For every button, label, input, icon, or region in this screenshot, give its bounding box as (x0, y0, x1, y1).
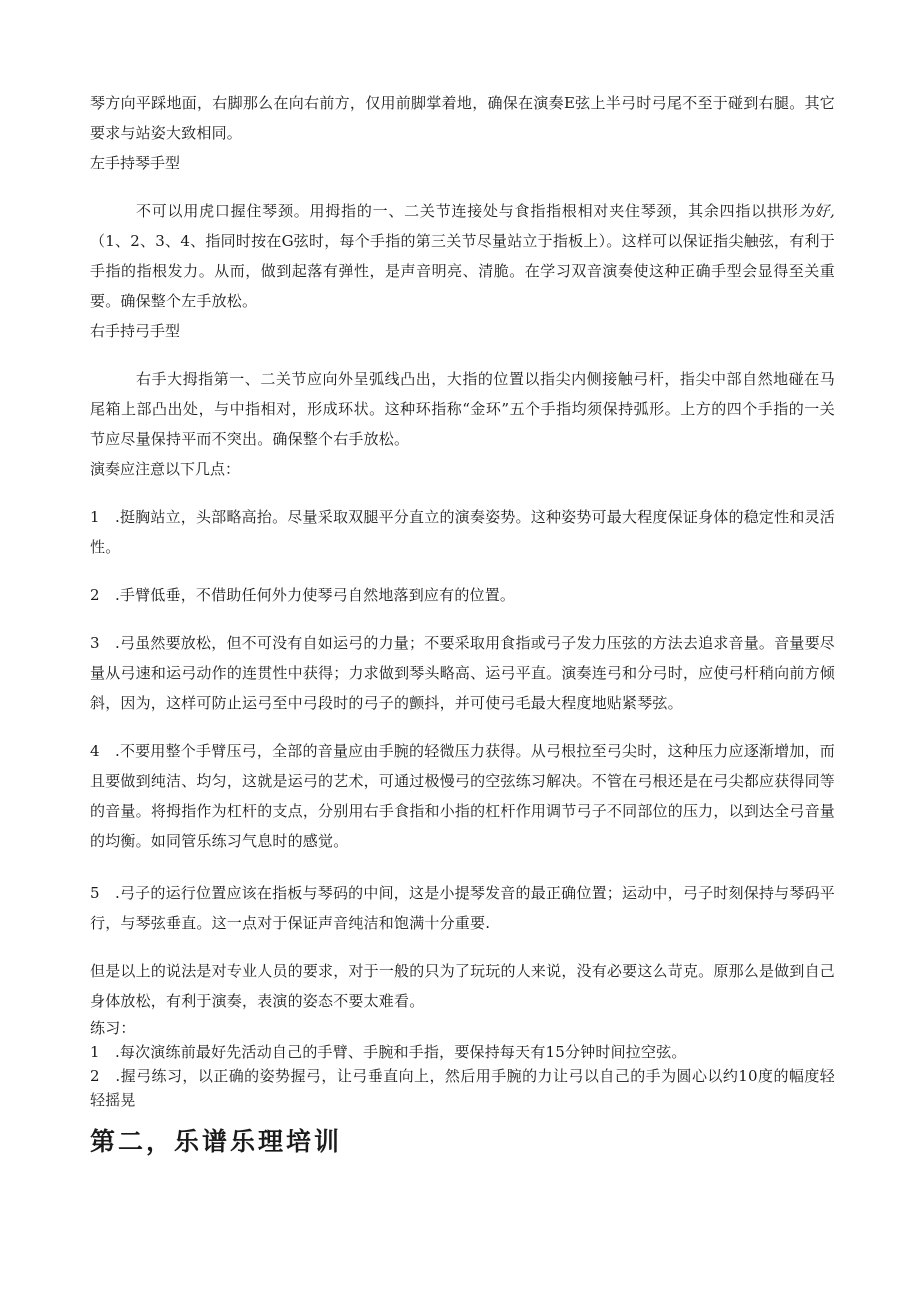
note-item-2: 2 .手臂低垂，不借助任何外力使琴弓自然地落到应有的位置。 (90, 586, 516, 604)
note-item-3: 3 .弓虽然要放松，但不可没有自如运弓的力量；不要采取用食指或弓子发力压弦的方法去追求音量。音量要尽量从弓速和运弓动作的连贯性中获得；力求做到琴头略高、运弓平直。演奏连弓和分弓时，应使弓杆稍向前方倾斜，因为，这样可防止运弓至中弓段时的弓子的颤抖，并可使弓毛最大程度地贴紧琴弦。 (90, 634, 835, 712)
note-item-1: 1 .挺胸站立，头部略高抬。尽量采取双腿平分直立的演奏姿势。这种姿势可最大程度保证身体的稳定性和灵活性。 (90, 508, 835, 556)
left-hand-paragraph (90, 196, 835, 316)
left-hand-handwritten-note: 为好, (798, 202, 835, 220)
right-hand-paragraph: 右手大拇指第一、二关节应向外呈弧线凸出，大指的位置以指尖内侧接触弓杆，指尖中部自然地碰在马尾箱上部凸出处，与中指相对，形成环状。这种环指称“金环”五个手指均须保持弧形。上方的四个手指的一关节应尽量保持平而不突出。确保整个右手放松。 (90, 370, 835, 448)
practice-item-1: 1 .每次演练前最好先活动自己的手臂、手腕和手指，要保持每天有15分钟时间拉空弦。 (90, 1043, 687, 1061)
note-item-5: 5 .弓子的运行位置应该在指板与琴码的中间，这是小提琴发音的最正确位置；运动中，弓子时刻保持与琴码平行，与琴弦垂直。这一点对于保证声音纯洁和饱满十分重要. (90, 884, 835, 932)
notes-heading: 演奏应注意以下几点： (90, 460, 241, 478)
document-page (90, 88, 835, 1160)
note-item-4: 4 .不要用整个手臂压弓，全部的音量应由手腕的轻微压力获得。从弓根拉至弓尖时，这种压力应逐渐增加，而且要做到纯洁、均匀，这就是运弓的艺术，可通过极慢弓的空弦练习解决。不管在弓根还是在弓尖都应获得同等的音量。将拇指作为杠杆的支点，分别用右手食指和小指的杠杆作用调节弓子不同部位的压力，以到达全弓音量的均衡。如同管乐练习气息时的感觉。 (90, 742, 835, 850)
right-hand-heading: 右手持弓手型 (90, 322, 181, 340)
practice-heading: 练习： (90, 1019, 136, 1037)
closing-paragraph: 但是以上的说法是对专业人员的要求，对于一般的只为了玩玩的人来说，没有必要这么苛克。原那么是做到自己身体放松，有利于演奏，表演的姿态不要太难看。 (90, 962, 835, 1010)
section-heading: 第二，乐谱乐理培训 (90, 1127, 343, 1156)
left-hand-text-b: （1、2、3、4、指同时按在G弦时，每个手指的第三关节尽量站立于指板上）。这样可以保证指尖触弦，有利于手指的指根发力。从而，做到起落有弹性，是声音明亮、清脆。在学习双音演奏使这种正确手型会显得至关重要。确保整个左手放松。 (90, 232, 835, 310)
left-hand-heading: 左手持琴手型 (90, 154, 181, 172)
left-hand-text-a: 不可以用虎口握住琴颈。用拇指的一、二关节连接处与食指指根相对夹住琴颈，其余四指以拱形 (136, 202, 799, 220)
intro-paragraph: 琴方向平踩地面，右脚那么在向右前方，仅用前脚掌着地，确保在演奏E弦上半弓时弓尾不至于碰到右腿。其它要求与站姿大致相同。 (90, 94, 835, 142)
practice-item-2: 2 .握弓练习，以正确的姿势握弓，让弓垂直向上，然后用手腕的力让弓以自己的手为圆心以约10度的幅度轻轻摇晃 (90, 1067, 835, 1109)
